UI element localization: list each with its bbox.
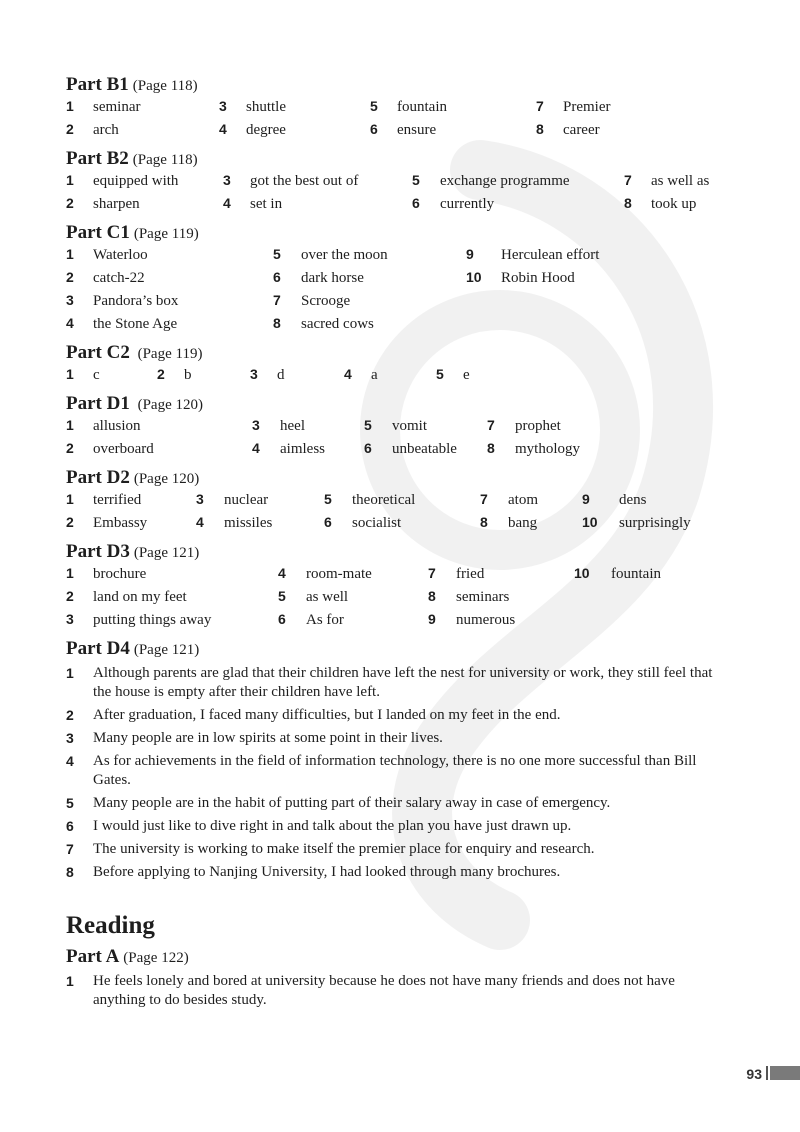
answer-item [536,98,610,116]
answer-item [66,588,187,606]
answer-text: shuttle [246,99,286,115]
section-title: Part B2 [66,148,129,169]
answer-text: room-mate [306,566,372,582]
answer-text: brochure [93,566,147,582]
answer-text: dens [619,492,647,508]
part-b2-heading [66,148,746,172]
section-title: Part C1 [66,222,130,243]
item-number: 3 [196,491,204,507]
answer-text: ensure [397,122,437,138]
item-number: 4 [223,195,231,211]
answer-item [582,491,647,509]
part-c2-answers [66,366,746,389]
section-title: Part D4 [66,638,130,659]
answer-row [66,588,746,611]
answer-item [412,195,494,213]
item-number: 5 [436,366,444,382]
section-title: Part D1 [66,393,130,414]
answer-text: putting things away [93,612,212,628]
item-number: 9 [582,491,590,507]
item-number: 3 [66,611,74,627]
item-number: 2 [66,514,74,530]
answer-item [66,491,141,509]
page-reference: (Page 120) [133,471,200,487]
item-number: 7 [536,98,544,114]
sentence-text: The university is working to make itself the premier place for enquiry and research. [93,841,595,857]
answer-row [66,315,746,338]
section-title: Part C2 [66,342,130,363]
item-number: 6 [273,269,281,285]
answer-item [487,417,561,435]
item-number: 5 [412,172,420,188]
answer-text: vomit [392,418,428,434]
item-number: 2 [66,707,74,723]
answer-row [66,491,746,514]
answer-row [66,172,746,195]
item-number: 7 [624,172,632,188]
answer-text: nuclear [224,492,269,508]
item-number: 6 [364,440,372,456]
answer-text: took up [651,196,697,212]
answer-text: missiles [224,515,273,531]
answer-item [273,246,388,264]
item-number: 6 [278,611,286,627]
answer-sentence [66,794,746,813]
answer-item [624,172,709,190]
answer-item [370,98,447,116]
answer-item [66,565,146,583]
answer-item [250,366,285,384]
item-number: 1 [66,172,74,188]
item-number: 1 [66,98,74,114]
sentence-text: He feels lonely and bored at university because he does not have many friends and does not have anything to do besides study. [93,973,675,1008]
item-number: 9 [428,611,436,627]
answer-text: exchange programme [440,173,570,189]
item-number: 8 [428,588,436,604]
answer-item [480,491,538,509]
item-number: 8 [66,864,74,880]
answer-item [278,588,348,606]
item-number: 4 [219,121,227,137]
item-number: 9 [466,246,474,262]
item-number: 6 [412,195,420,211]
answer-text: terrified [93,492,142,508]
answer-item [480,514,537,532]
item-number: 8 [487,440,495,456]
page-reference: (Page 120) [133,397,203,413]
answer-row [66,246,746,269]
answer-text: fried [456,566,485,582]
answer-text: Herculean effort [501,247,600,263]
answer-row [66,195,746,218]
answer-text: seminars [456,589,510,605]
answer-item [624,195,696,213]
sentence-text: I would just like to dive right in and talk about the plan you have just drawn up. [93,818,572,834]
answer-text: e [463,367,470,383]
answer-text: career [563,122,600,138]
answer-item [412,172,570,190]
answer-text: as well [306,589,349,605]
answer-item [223,172,358,190]
part-a-answers [66,972,746,1010]
item-number: 1 [66,246,74,262]
item-number: 1 [66,417,74,433]
answer-text: arch [93,122,119,138]
item-number: 8 [536,121,544,137]
answer-item [324,514,401,532]
part-d1-heading [66,393,746,417]
page-reference: (Page 122) [123,950,189,966]
page-reference: (Page 119) [133,226,199,242]
answer-item [66,611,211,629]
answer-item [196,491,268,509]
answer-item [428,588,509,606]
answer-item [278,565,372,583]
part-c1-heading [66,222,746,246]
item-number: 2 [66,269,74,285]
page-reference: (Page 121) [133,642,200,658]
part-d1-answers [66,417,746,463]
item-number: 7 [273,292,281,308]
part-d2-answers [66,491,746,537]
answer-row [66,121,746,144]
page-reference: (Page 118) [132,78,198,94]
page-reference: (Page 121) [133,545,200,561]
item-number: 8 [624,195,632,211]
answer-row [66,98,746,121]
section-title: Part D3 [66,541,130,562]
answer-item [66,172,178,190]
item-number: 7 [480,491,488,507]
item-number: 1 [66,665,74,681]
answer-item [219,121,286,139]
item-number: 5 [324,491,332,507]
item-number: 6 [66,818,74,834]
answer-text: as well as [651,173,710,189]
item-number: 8 [480,514,488,530]
item-number: 3 [66,730,74,746]
answer-text: allusion [93,418,141,434]
part-d2-heading [66,467,746,491]
answer-item [66,98,140,116]
answer-text: degree [246,122,286,138]
answer-item [219,98,286,116]
part-b1-heading [66,74,746,98]
answer-row [66,366,746,389]
answer-text: got the best out of [250,173,359,189]
item-number: 3 [223,172,231,188]
item-number: 4 [66,315,74,331]
answer-item [324,491,415,509]
answer-item [66,292,178,310]
footer-divider [766,1066,768,1080]
answer-text: surprisingly [619,515,691,531]
answer-item [428,565,484,583]
item-number: 2 [66,588,74,604]
answer-text: theoretical [352,492,416,508]
answer-text: over the moon [301,247,388,263]
item-number: 4 [278,565,286,581]
item-number: 6 [370,121,378,137]
item-number: 5 [370,98,378,114]
item-number: 7 [487,417,495,433]
section-title: Part A [66,946,120,967]
sentence-text: Many people are in low spirits at some point in their lives. [93,730,443,746]
answer-text: sharpen [93,196,140,212]
answer-text: bang [508,515,538,531]
answer-row [66,611,746,634]
answer-item [66,315,177,333]
answer-row [66,565,746,588]
item-number: 4 [66,753,74,769]
page-reference: (Page 118) [132,152,198,168]
item-number: 5 [278,588,286,604]
answer-item [487,440,580,458]
answer-item [574,565,661,583]
page-reference: (Page 119) [133,346,203,362]
part-a-heading [66,946,746,970]
answer-text: b [184,367,192,383]
answer-text: c [93,367,100,383]
answer-item [252,440,325,458]
item-number: 2 [66,440,74,456]
reading-heading: Reading [66,912,155,939]
answer-item [466,246,599,264]
answer-item [278,611,344,629]
item-number: 8 [273,315,281,331]
answer-text: the Stone Age [93,316,178,332]
answer-text: Premier [563,99,611,115]
item-number: 2 [157,366,165,382]
answer-text: catch-22 [93,270,145,286]
answer-item [66,269,145,287]
part-d4-heading [66,638,746,662]
part-c1-answers [66,246,746,338]
answer-item [582,514,691,532]
answer-text: fountain [397,99,447,115]
section-title: Part D2 [66,467,130,488]
sentence-text: Many people are in the habit of putting part of their salary away in case of emergency. [93,795,611,811]
answer-item [273,292,350,310]
answer-text: heel [280,418,305,434]
part-c2-heading [66,342,746,366]
answer-row [66,417,746,440]
answer-text: Pandora’s box [93,293,179,309]
item-number: 1 [66,366,74,382]
answer-item [364,417,427,435]
item-number: 1 [66,491,74,507]
item-number: 10 [466,269,482,285]
answer-sentence [66,817,746,836]
answer-text: a [371,367,378,383]
item-number: 3 [252,417,260,433]
answer-item [157,366,192,384]
answer-item [196,514,272,532]
answer-item [273,269,364,287]
answer-text: d [277,367,285,383]
answer-text: aimless [280,441,325,457]
answer-sentence [66,706,746,725]
answer-text: Scrooge [301,293,351,309]
answer-text: unbeatable [392,441,457,457]
answer-text: Robin Hood [501,270,575,286]
answer-text: overboard [93,441,154,457]
answer-item [436,366,470,384]
item-number: 4 [252,440,260,456]
part-d3-answers [66,565,746,634]
item-number: 5 [273,246,281,262]
part-d4-answers [66,664,746,882]
item-number: 1 [66,565,74,581]
item-number: 5 [364,417,372,433]
answer-row [66,514,746,537]
part-b2-answers [66,172,746,218]
item-number: 7 [66,841,74,857]
answer-text: socialist [352,515,402,531]
answer-item [66,246,148,264]
answer-item [344,366,378,384]
answer-sentence [66,729,746,748]
answer-item [364,440,457,458]
answer-item [66,417,141,435]
item-number: 3 [219,98,227,114]
answer-row [66,440,746,463]
item-number: 3 [66,292,74,308]
answer-text: numerous [456,612,516,628]
item-number: 5 [66,795,74,811]
answer-text: land on my feet [93,589,187,605]
answer-text: sacred cows [301,316,374,332]
answer-item [428,611,515,629]
answer-text: equipped with [93,173,179,189]
answer-text: seminar [93,99,141,115]
answer-sentence [66,752,746,790]
answer-text: fountain [611,566,661,582]
sentence-text: Before applying to Nanjing University, I had looked through many brochures. [93,864,561,880]
answer-item [466,269,575,287]
section-title: Part B1 [66,74,129,95]
answer-item [66,366,100,384]
answer-text: dark horse [301,270,364,286]
item-number: 6 [324,514,332,530]
answer-item [66,514,147,532]
answer-text: atom [508,492,538,508]
answer-row [66,269,746,292]
item-number: 4 [196,514,204,530]
item-number: 3 [250,366,258,382]
item-number: 1 [66,973,74,989]
answer-item [370,121,436,139]
answer-sentence [66,863,746,882]
item-number: 2 [66,195,74,211]
answer-text: As for [306,612,344,628]
answer-item [223,195,282,213]
item-number: 10 [574,565,590,581]
part-b1-answers [66,98,746,144]
answer-text: mythology [515,441,581,457]
answer-item [66,195,140,213]
answer-item [252,417,305,435]
answer-item [66,440,154,458]
part-d3-heading [66,541,746,565]
answer-sentence [66,840,746,859]
answer-row [66,292,746,315]
answer-sentence [66,664,746,702]
answer-sentence [66,972,746,1010]
item-number: 10 [582,514,598,530]
sentence-text: As for achievements in the field of information technology, there is no one more successful than Bill Gates. [93,753,697,788]
answer-text: set in [250,196,283,212]
item-number: 4 [344,366,352,382]
item-number: 7 [428,565,436,581]
sentence-text: After graduation, I faced many difficulties, but I landed on my feet in the end. [93,707,561,723]
answer-item [273,315,374,333]
answer-text: prophet [515,418,561,434]
page-number: 93 [746,1066,762,1082]
answer-text: currently [440,196,495,212]
answer-item [536,121,600,139]
sentence-text: Although parents are glad that their children have left the nest for university or work, they still feel that the house is empty after their children have left. [93,665,713,700]
item-number: 2 [66,121,74,137]
answer-text: Waterloo [93,247,148,263]
answer-text: Embassy [93,515,148,531]
footer-bar [770,1066,800,1080]
answer-content [66,72,746,1016]
answer-item [66,121,119,139]
